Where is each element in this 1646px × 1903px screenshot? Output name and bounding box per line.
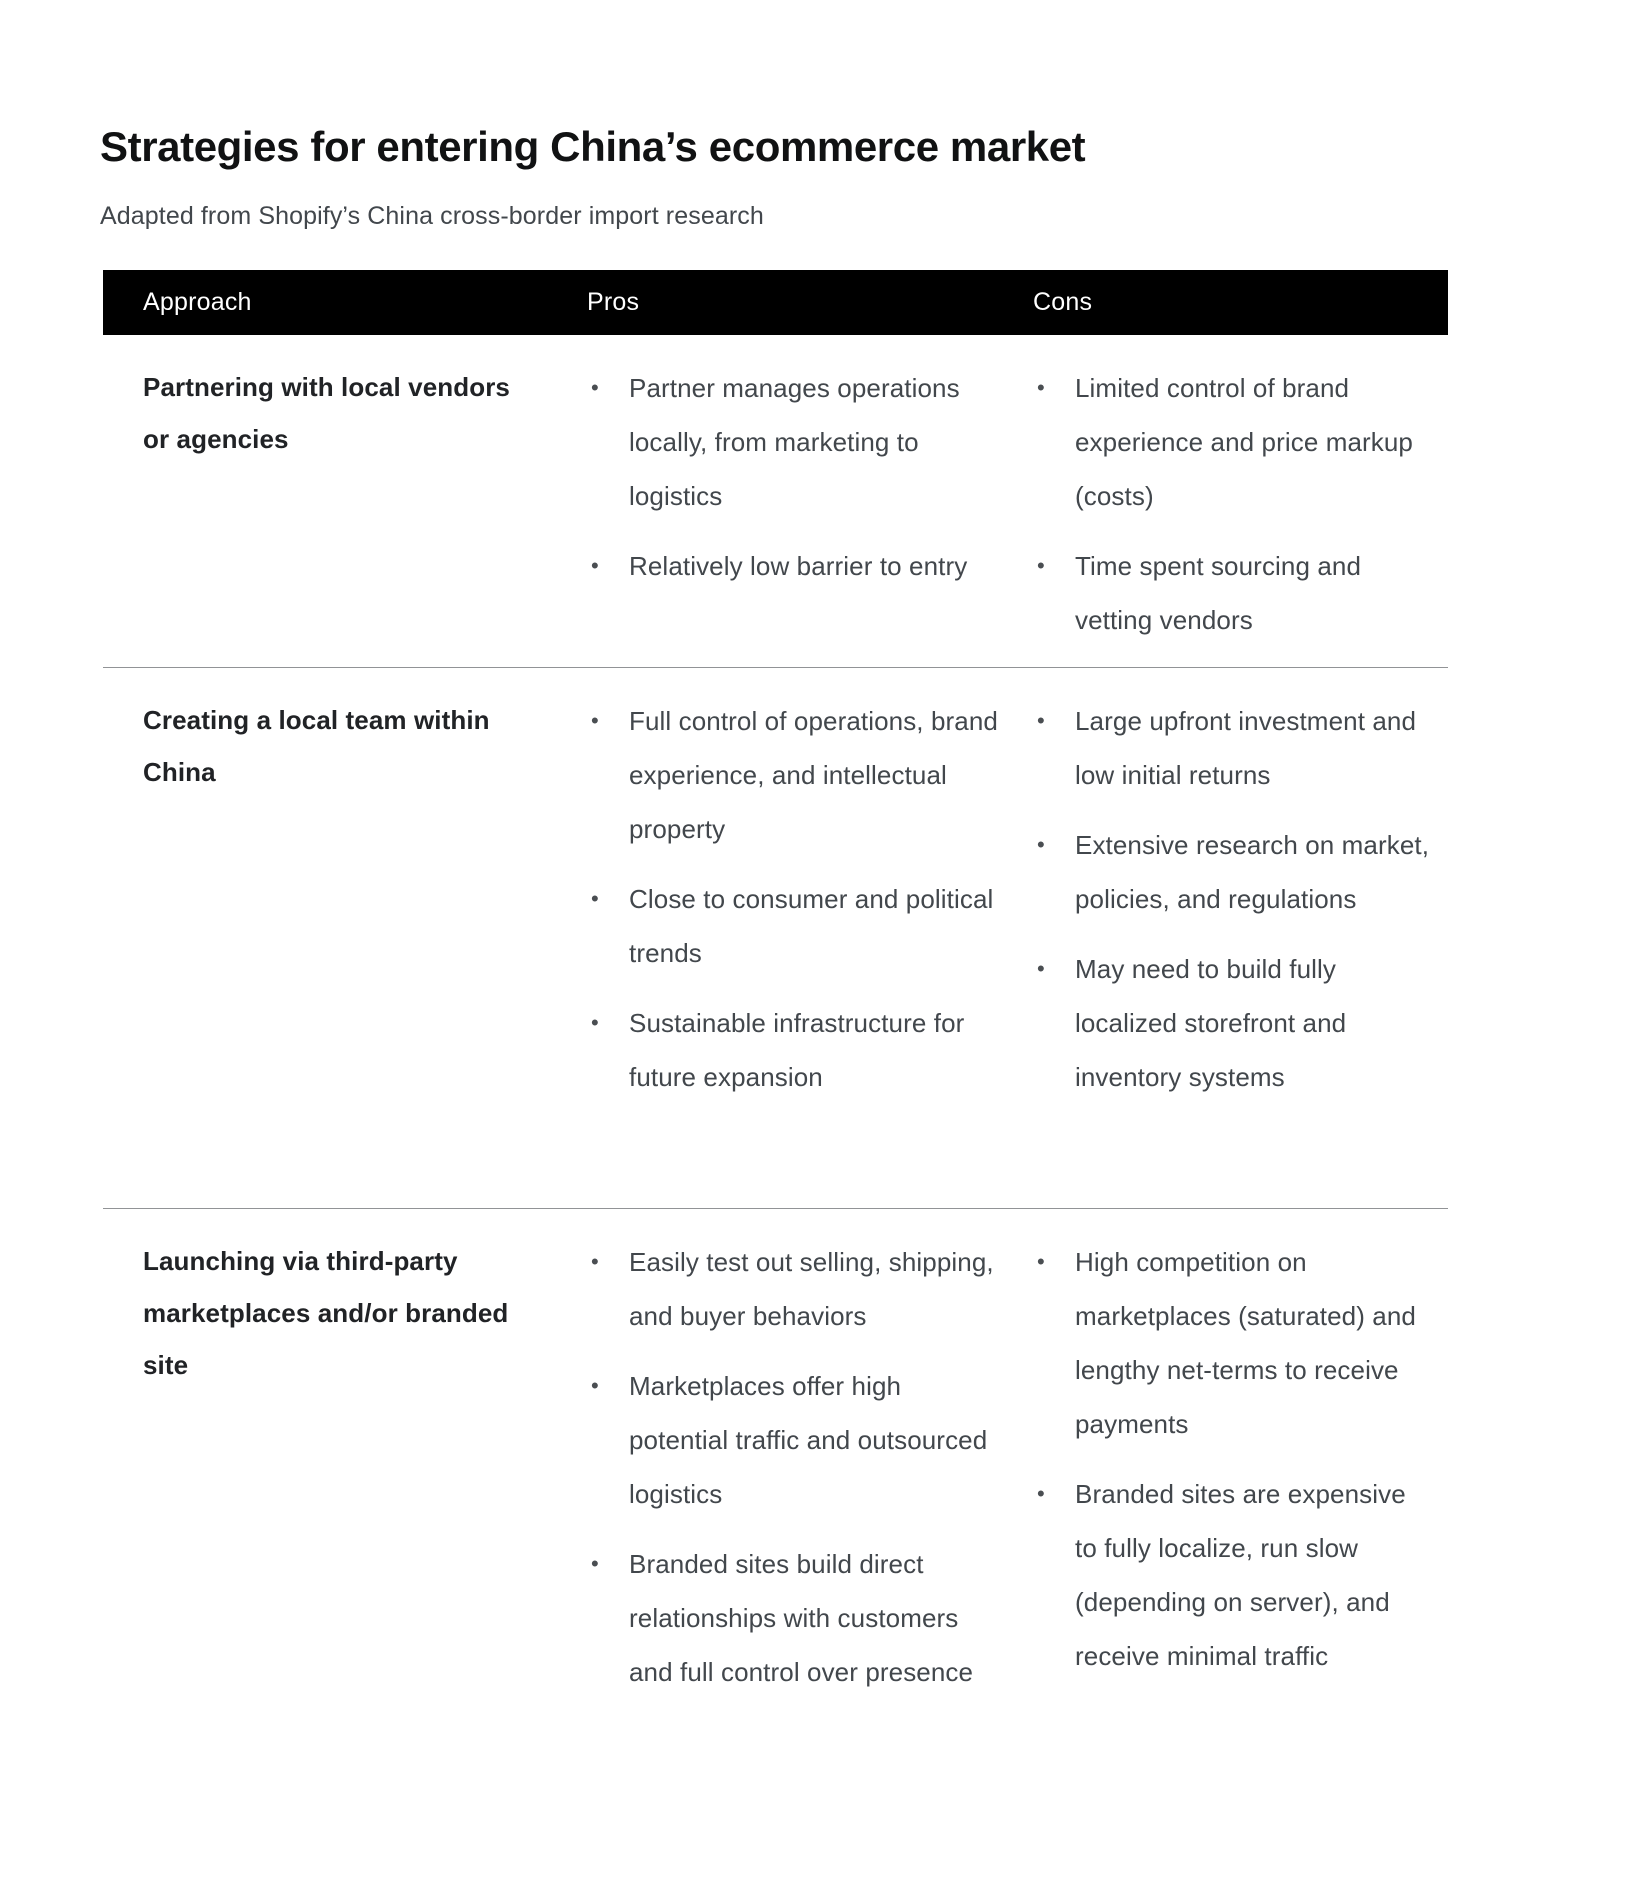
list-item <box>1033 1235 1448 1451</box>
approach-label: Partnering with local vendors or agencies <box>143 372 510 454</box>
list-item <box>1033 942 1448 1104</box>
pros-cell <box>587 668 1033 1208</box>
page-title: Strategies for entering China’s ecommerce market <box>100 123 1086 171</box>
table-header-row <box>103 270 1448 335</box>
table-row <box>103 667 1448 1208</box>
list-item-text: Easily test out selling, shipping, and buyer behaviors <box>629 1247 994 1331</box>
list-item <box>587 996 1033 1104</box>
bullet-icon: • <box>591 553 599 578</box>
table-row <box>103 1208 1448 1792</box>
list-item <box>587 361 1033 523</box>
list-item-text: Branded sites build direct relationships with customers and full control over presence <box>629 1549 974 1687</box>
approach-cell <box>103 1209 587 1792</box>
list-item <box>1033 818 1448 926</box>
list-item <box>587 872 1033 980</box>
approach-label: Launching via third-party marketplaces and/or branded site <box>143 1246 509 1380</box>
bullet-icon: • <box>1037 956 1045 981</box>
list-item-text: May need to build fully localized storefront and inventory systems <box>1075 954 1347 1092</box>
strategies-table <box>103 270 1448 1792</box>
bullet-icon: • <box>591 886 599 911</box>
cons-cell <box>1033 1209 1448 1792</box>
list-item-text: Partner manages operations locally, from marketing to logistics <box>629 373 960 511</box>
list-item <box>1033 361 1448 523</box>
approach-label: Creating a local team within China <box>143 705 490 787</box>
list-item-text: Sustainable infrastructure for future expansion <box>629 1008 965 1092</box>
page-subtitle: Adapted from Shopify’s China cross-border import research <box>100 202 764 230</box>
list-item-text: Large upfront investment and low initial returns <box>1075 706 1417 790</box>
bullet-icon: • <box>1037 553 1045 578</box>
approach-cell <box>103 335 587 667</box>
column-header-pros: Pros <box>587 288 640 316</box>
list-item <box>1033 1467 1448 1683</box>
column-header-approach: Approach <box>143 288 252 316</box>
cons-cell <box>1033 668 1448 1208</box>
bullet-icon: • <box>1037 1481 1045 1506</box>
list-item-text: Branded sites are expensive to fully localize, run slow (depending on server), and receive minimal traffic <box>1075 1479 1406 1671</box>
list-item <box>1033 694 1448 802</box>
list-item-text: Relatively low barrier to entry <box>629 551 968 581</box>
table-row <box>103 335 1448 667</box>
list-item-text: High competition on marketplaces (saturated) and lengthy net-terms to receive payments <box>1075 1247 1416 1439</box>
cons-cell <box>1033 335 1448 667</box>
list-item-text: Close to consumer and political trends <box>629 884 994 968</box>
bullet-icon: • <box>591 1373 599 1398</box>
bullet-icon: • <box>591 1551 599 1576</box>
list-item <box>587 539 1033 593</box>
list-item <box>1033 539 1448 647</box>
list-item-text: Full control of operations, brand experience, and intellectual property <box>629 706 998 844</box>
bullet-icon: • <box>1037 708 1045 733</box>
table-body <box>103 335 1448 1792</box>
list-item-text: Marketplaces offer high potential traffic and outsourced logistics <box>629 1371 988 1509</box>
list-item <box>587 1537 1033 1699</box>
pros-cell <box>587 1209 1033 1792</box>
bullet-icon: • <box>1037 375 1045 400</box>
bullet-icon: • <box>591 375 599 400</box>
bullet-icon: • <box>591 1249 599 1274</box>
bullet-icon: • <box>1037 832 1045 857</box>
bullet-icon: • <box>591 708 599 733</box>
bullet-icon: • <box>1037 1249 1045 1274</box>
list-item <box>587 1235 1033 1343</box>
list-item-text: Limited control of brand experience and price markup (costs) <box>1075 373 1413 511</box>
column-header-cons: Cons <box>1033 288 1093 316</box>
approach-cell <box>103 668 587 1208</box>
list-item <box>587 694 1033 856</box>
list-item <box>587 1359 1033 1521</box>
list-item-text: Time spent sourcing and vetting vendors <box>1075 551 1362 635</box>
list-item-text: Extensive research on market, policies, and regulations <box>1075 830 1430 914</box>
pros-cell <box>587 335 1033 667</box>
bullet-icon: • <box>591 1010 599 1035</box>
